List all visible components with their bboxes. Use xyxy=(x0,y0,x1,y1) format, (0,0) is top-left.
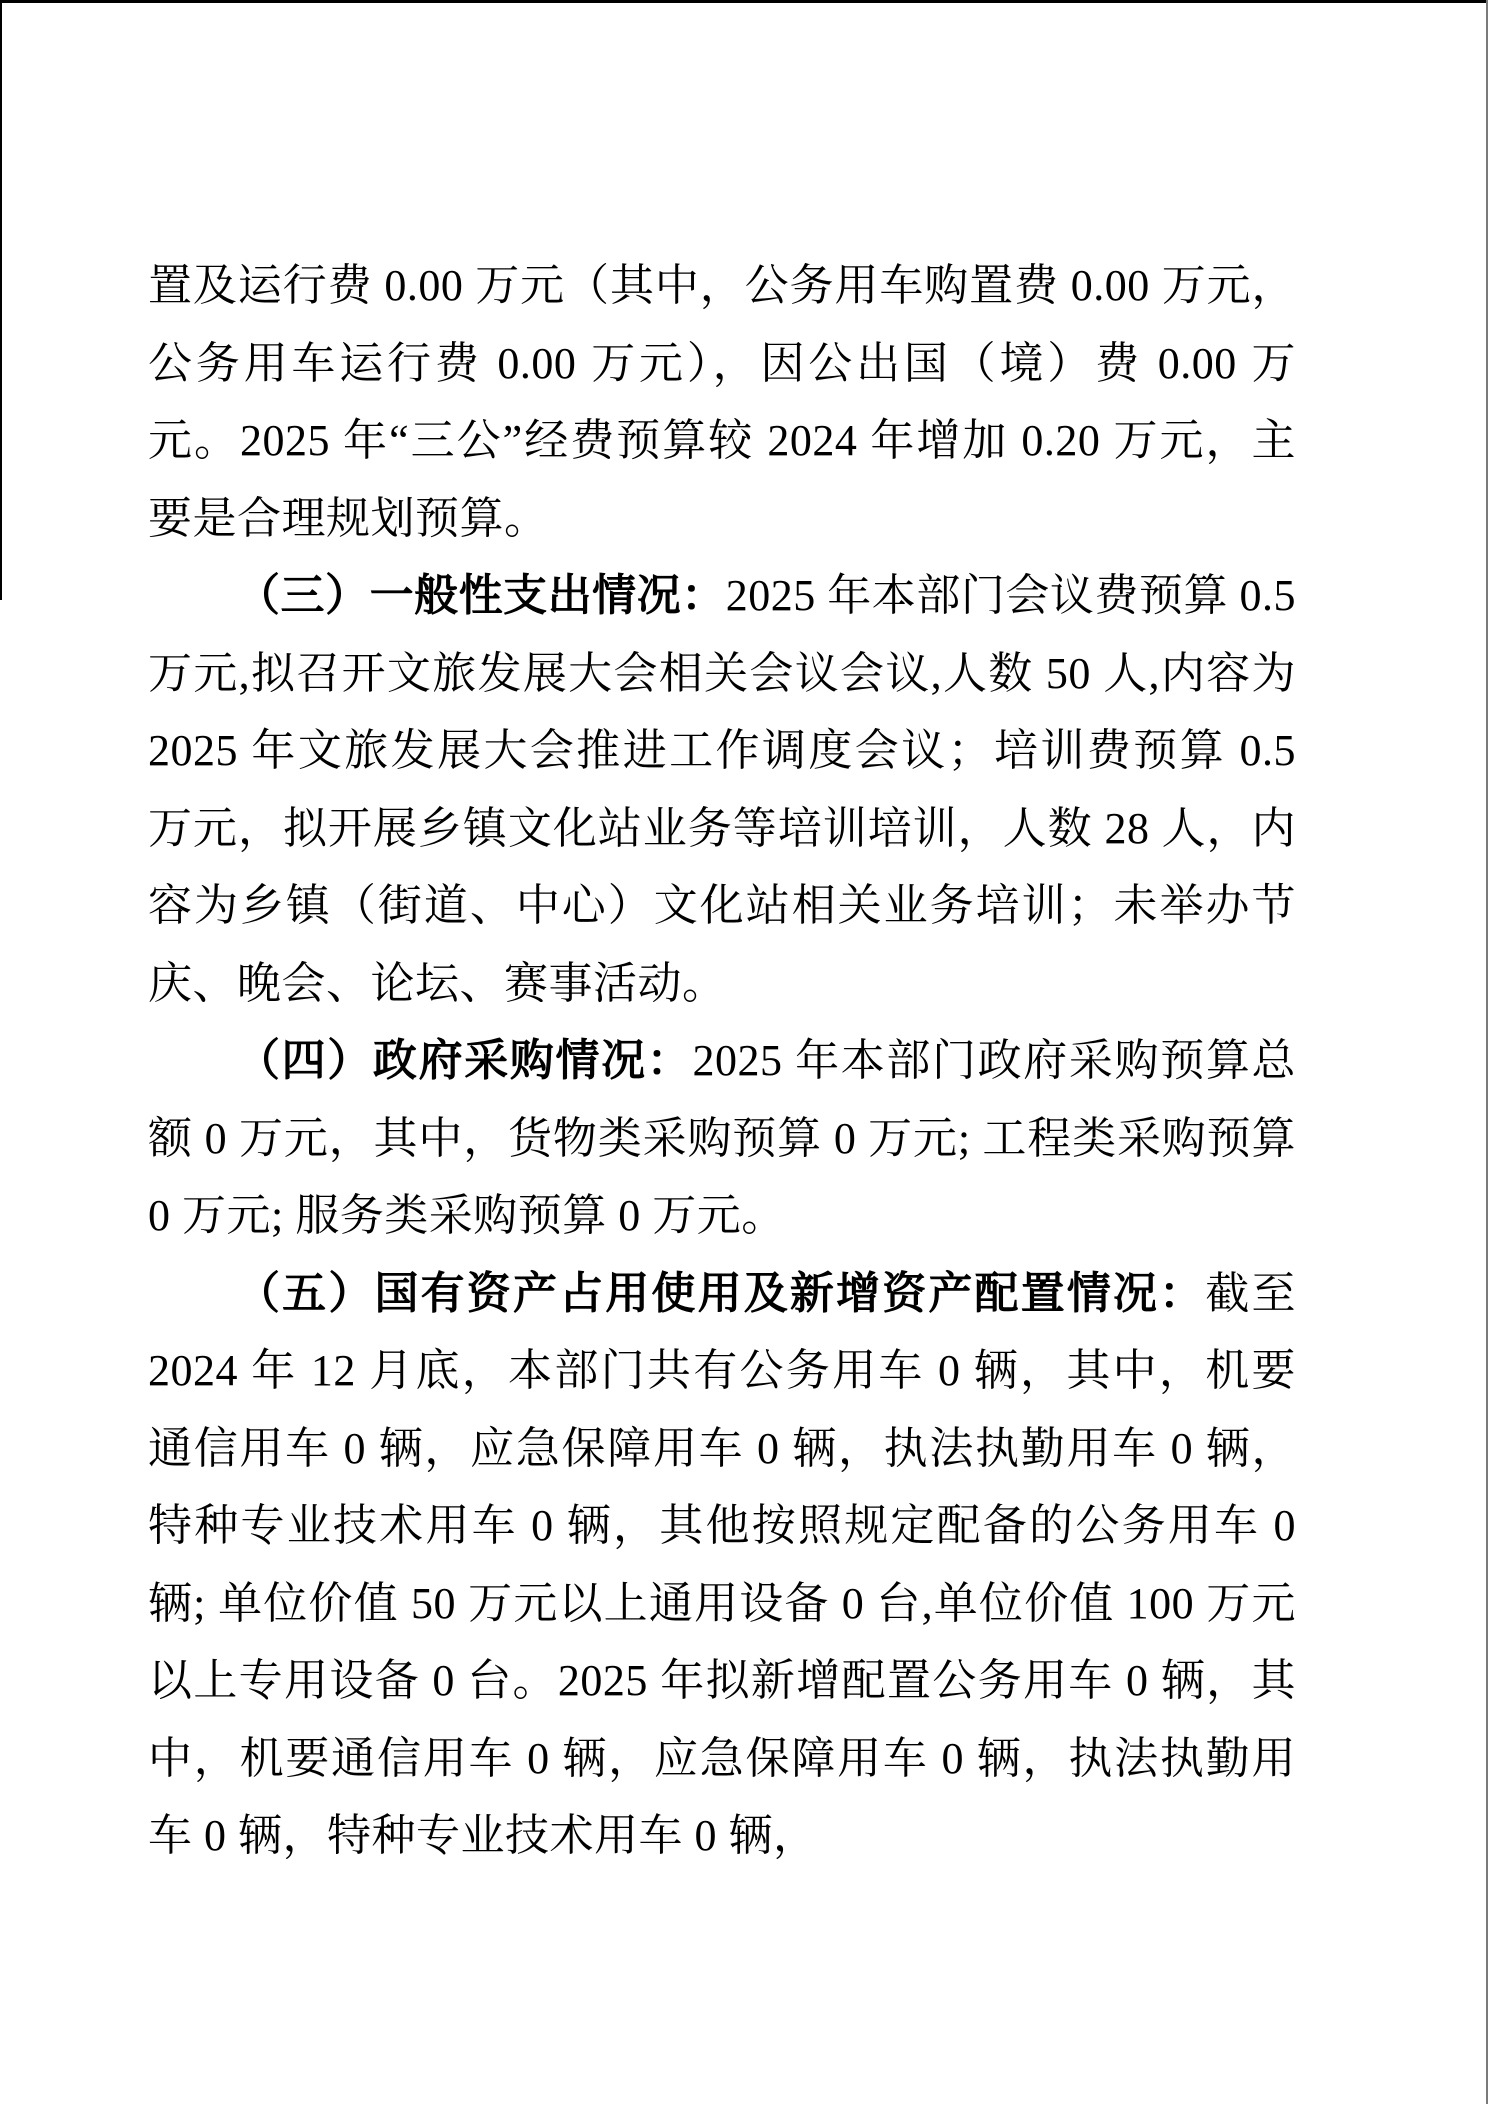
scan-edge-top xyxy=(0,0,1488,3)
section-heading-general-expenditure: （三）一般性支出情况： xyxy=(236,571,726,620)
document-body-text xyxy=(148,247,1296,1875)
paragraph-text: 2025 年本部门会议费预算 0.5 万元,拟召开文旅发展大会相关会议会议,人数 50 人,内容为 2025 年文旅发展大会推进工作调度会议；培训费预算 0.5 万元，拟开展乡镇文化站业务等培训培训，人数 28 人，内容为乡镇（街道、中心）文化站相关业务培训；未举办节庆、晚会、论坛、赛事活动。 xyxy=(148,571,1296,1008)
section-heading-government-procurement: （四）政府采购情况： xyxy=(236,1036,693,1085)
paragraph-state-owned-assets xyxy=(148,1255,1296,1875)
scan-edge-left xyxy=(0,0,2,600)
paragraph-three-public-expenses-continued xyxy=(148,247,1296,557)
paragraph-government-procurement xyxy=(148,1022,1296,1255)
section-heading-state-owned-assets: （五）国有资产占用使用及新增资产配置情况： xyxy=(236,1268,1206,1318)
paragraph-text: 2025 年本部门政府采购预算总额 0 万元，其中，货物类采购预算 0 万元; 工程类采购预算 0 万元; 服务类采购预算 0 万元。 xyxy=(148,1036,1297,1240)
paragraph-text: 置及运行费 0.00 万元（其中，公务用车购置费 0.00 万元，公务用车运行费 0.00 万元），因公出国（境）费 0.00 万元。2025 年“三公”经费预算较 2024 年增加 0.20 万元，主要是合理规划预算。 xyxy=(148,261,1296,543)
paragraph-general-expenditure xyxy=(148,557,1296,1022)
paragraph-text: 截至 2024 年 12 月底，本部门共有公务用车 0 辆，其中，机要通信用车 0 辆，应急保障用车 0 辆，执法执勤用车 0 辆，特种专业技术用车 0 辆，其他按照规定配备的公务用车 0 辆; 单位价值 50 万元以上通用设备 0 台,单位价值 100 万元以上专用设备 0 台。2025 年拟新增配置公务用车 0 辆，其中，机要通信用车 0 辆，应急保障用车 0 辆，执法执勤用车 0 辆，特种专业技术用车 0 辆， xyxy=(148,1268,1297,1860)
